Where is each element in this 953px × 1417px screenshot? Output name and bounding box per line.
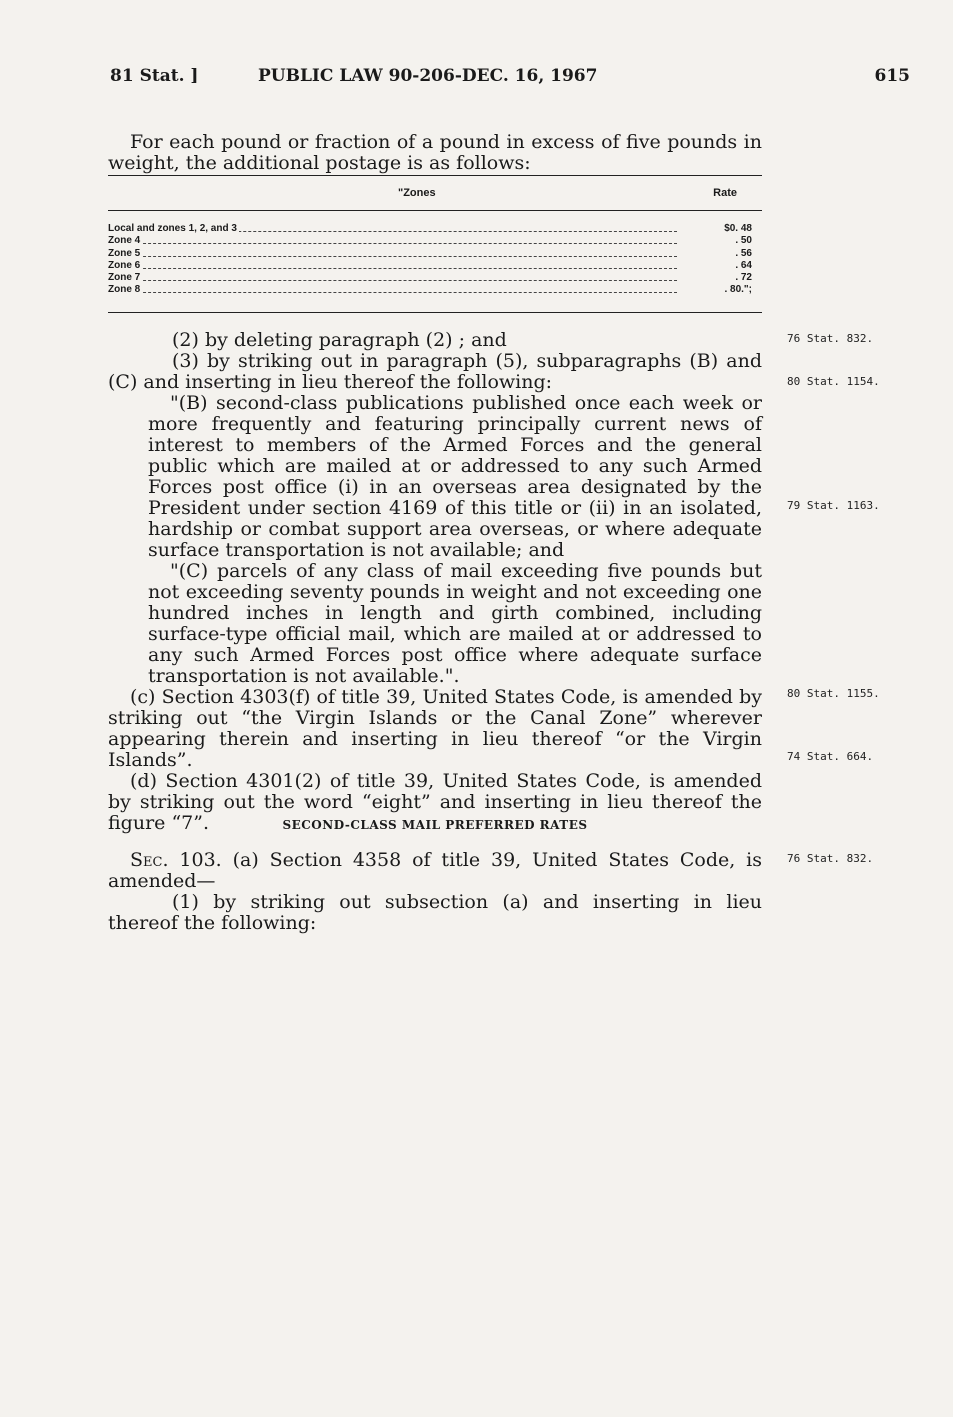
leader-dots bbox=[108, 268, 677, 269]
margin-note: 74 Stat. 664. bbox=[787, 750, 874, 763]
table-row bbox=[108, 260, 762, 272]
leader-dots bbox=[108, 256, 677, 257]
leader-dots bbox=[108, 243, 677, 244]
rate-cell: . 56 bbox=[735, 247, 752, 259]
table-row bbox=[108, 235, 762, 247]
section-103 bbox=[108, 850, 762, 934]
inserted-text-block bbox=[108, 393, 762, 687]
section-103-intro bbox=[108, 850, 762, 892]
page-number: 615 bbox=[874, 66, 910, 86]
rate-table bbox=[108, 175, 762, 313]
table-row bbox=[108, 272, 762, 284]
margin-note: 80 Stat. 1154. bbox=[787, 375, 880, 388]
subsection-d: (d) Section 4301(2) of title 39, United States Code, is amended by striking out the word “eight” and inserting in lieu thereof the figure “7”. bbox=[108, 770, 762, 834]
table-header bbox=[108, 176, 762, 210]
statute-reference: 81 Stat. ] bbox=[110, 66, 199, 86]
zone-cell: Zone 7 bbox=[108, 272, 141, 284]
rate-cell: . 64 bbox=[735, 259, 752, 271]
zone-cell: Local and zones 1, 2, and 3 bbox=[108, 223, 237, 234]
rate-cell: . 50 bbox=[735, 235, 752, 247]
rate-cell: . 72 bbox=[735, 272, 752, 284]
page-title: PUBLIC LAW 90-206-DEC. 16, 1967 bbox=[258, 66, 598, 86]
section-label: Sec. bbox=[130, 849, 169, 871]
margin-note: 76 Stat. 832. bbox=[787, 332, 874, 345]
leader-dots bbox=[108, 280, 677, 281]
subsection-c: (c) Section 4303(f) of title 39, United States Code, is amended by striking out “the Virgin Islands or the Canal Zone” wherever appearing therein and inserting in lieu thereof “or the Virgin Islands”. bbox=[108, 686, 762, 771]
table-row bbox=[108, 284, 762, 296]
section-103-item-1: (1) by striking out subsection (a) and inserting in lieu thereof the following: bbox=[108, 891, 762, 934]
column-header-rate: Rate bbox=[713, 187, 737, 199]
margin-note: 80 Stat. 1155. bbox=[787, 687, 880, 700]
margin-note: 79 Stat. 1163. bbox=[787, 499, 880, 512]
amendment-clauses bbox=[108, 330, 762, 834]
leader-dots bbox=[108, 292, 677, 293]
margin-note: 76 Stat. 832. bbox=[787, 852, 874, 865]
rate-cell: $0. 48 bbox=[724, 223, 752, 234]
subparagraph-b: "(B) second-class publications published once each week or more frequently and featuring principally current news of interest to members of the Armed Forces and the general public which are mailed at or addressed to any such Armed Forces post office (i) in an overseas area designated by the President under section 4169 of this title or (ii) in an isolated, hardship or combat support area overseas, or where adequate surface transportation is not available; and bbox=[148, 392, 762, 561]
section-heading: SECOND-CLASS MAIL PREFERRED RATES bbox=[282, 818, 588, 832]
table-header-rule bbox=[108, 210, 762, 211]
zone-cell: Zone 4 bbox=[108, 235, 141, 247]
subparagraph-c: "(C) parcels of any class of mail exceeding five pounds but not exceeding seventy pounds in weight and not exceeding one hundred inches in length and girth combined, including surface-type official mail, which are mailed at or addressed to any such Armed Forces post office where adequate surface transportation is not available.". bbox=[148, 560, 762, 687]
zone-cell: Zone 8 bbox=[108, 284, 141, 296]
column-header-zones: "Zones bbox=[398, 187, 436, 199]
table-bottom-rule bbox=[108, 312, 762, 313]
clause-3: (3) by striking out in paragraph (5), subparagraphs (B) and (C) and inserting in lieu thereof the following: bbox=[108, 350, 762, 393]
table-row bbox=[108, 248, 762, 260]
rate-cell: . 80."; bbox=[724, 284, 752, 296]
clause-2: (2) by deleting paragraph (2) ; and bbox=[172, 329, 507, 351]
table-row bbox=[108, 223, 762, 235]
intro-paragraph: For each pound or fraction of a pound in excess of five pounds in weight, the additional postage is as follows: bbox=[108, 131, 762, 174]
zone-cell: Zone 6 bbox=[108, 259, 141, 271]
section-103-text: 103. (a) Section 4358 of title 39, United States Code, is amended— bbox=[108, 849, 763, 892]
running-header bbox=[110, 66, 910, 88]
zone-cell: Zone 5 bbox=[108, 247, 141, 259]
